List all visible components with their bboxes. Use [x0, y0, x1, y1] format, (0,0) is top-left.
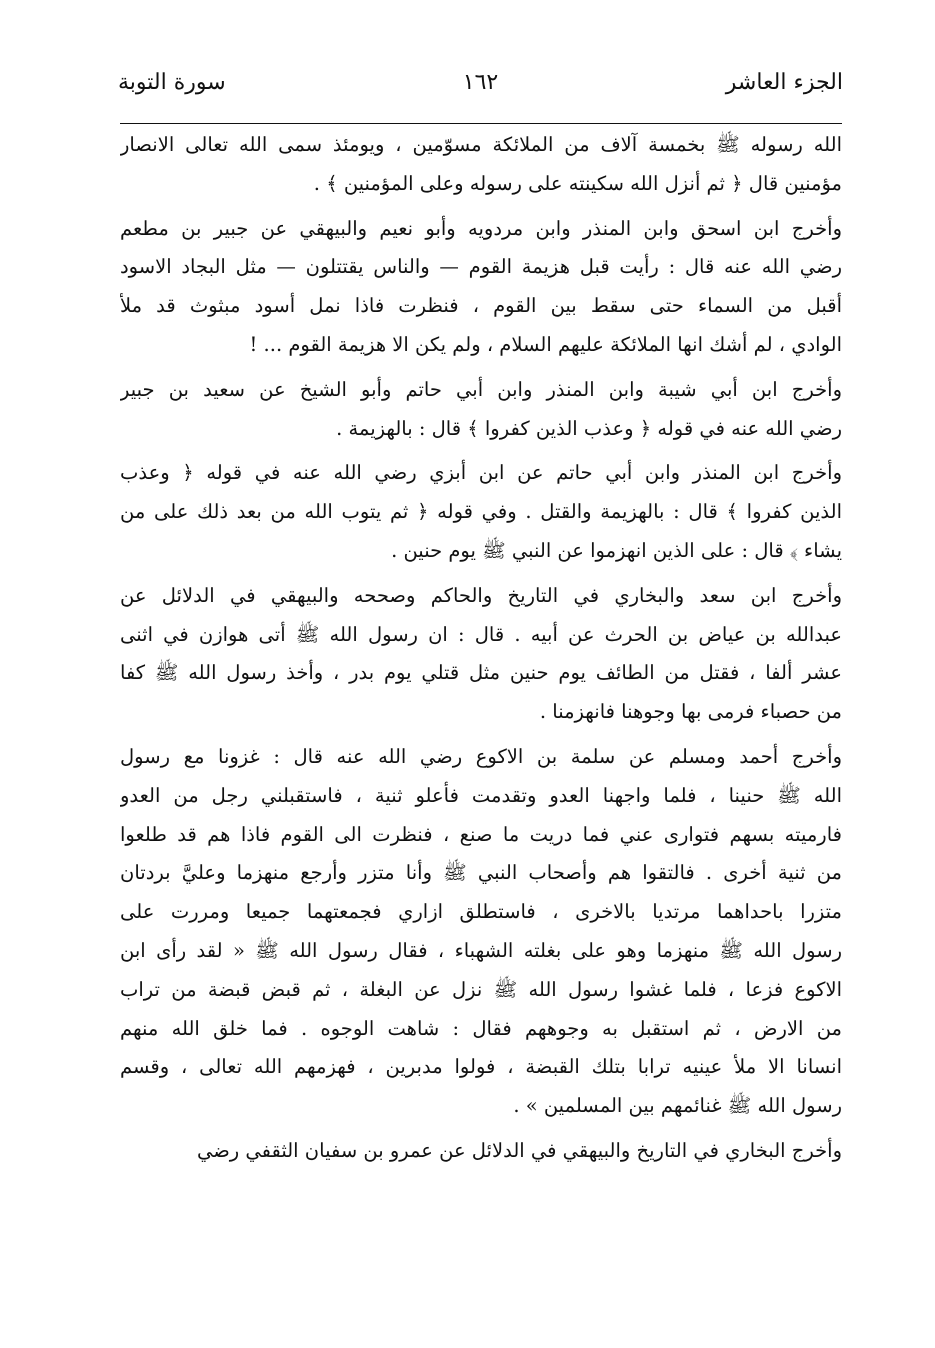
text-line: أقبل من السماء حتى سقط بين القوم ، فنظرت فاذا نمل أسود مبثوث قد ملأ — [120, 294, 842, 318]
text-line: الذين كفروا ﴾ قال : بالهزيمة والقتل . وفي قوله ﴿ ثم يتوب الله من بعد ذلك على من — [120, 500, 842, 524]
paragraph — [120, 126, 842, 204]
text-line: وأخرج ابن سعد والبخاري في التاريخ والحاكم وصححه والبيهقي في الدلائل عن — [120, 583, 842, 607]
text-line: الله ﷺ حنينا ، فلما واجهنا العدو وتقدمت فأعلو ثنية ، فاستقبلني رجل من العدو — [120, 783, 842, 807]
text-line: رسول الله ﷺ منهزما وهو على بغلته الشهباء ، فقال رسول الله ﷺ « لقد رأى ابن — [120, 938, 842, 962]
text-line: وأخرج أحمد ومسلم عن سلمة بن الاكوع رضي الله عنه قال : غزونا مع رسول — [120, 744, 842, 768]
text-line: الوادي ، لم أشك انها الملائكة عليهم السلام ، ولم يكن الا هزيمة القوم ... ! — [249, 332, 842, 356]
text-line: من حصباء فرمى بها وجوهنا فانهزمنا . — [539, 700, 842, 724]
text-line: من ثنية أخرى . فالتقوا هم وأصحاب النبي ﷺ وأنا متزر وأرجع منهزما وعليَّ بردتان — [120, 861, 842, 885]
header-rule — [120, 123, 842, 124]
surah-label: سورة التوبة — [118, 70, 226, 95]
page-body — [120, 126, 842, 1177]
text-line: رضي الله عنه في قوله ﴿ وعذب الذين كفروا ﴾ قال : بالهزيمة . — [336, 416, 842, 440]
text-line: رضي الله عنه قال : رأيت قبل هزيمة القوم — والناس يقتتلون — مثل البجاد الاسود — [120, 255, 842, 279]
text-line: مؤمنين قال ﴿ ثم أنزل الله سكينته على رسوله وعلى المؤمنين ﴾ . — [313, 171, 842, 195]
paragraph — [120, 371, 842, 449]
text-line: عشر ألفا ، فقتل من الطائف يوم حنين مثل قتلي يوم بدر ، وأخذ رسول الله ﷺ كفا — [120, 661, 842, 685]
paragraph — [120, 738, 842, 1126]
page-number: ١٦٢ — [462, 70, 499, 95]
text-line: رسول الله ﷺ غنائمهم بين المسلمين » . — [513, 1094, 842, 1118]
text-line: الاكوع فزعا ، فلما غشوا رسول الله ﷺ نزل عن البغلة ، ثم قبض قبضة من تراب — [120, 977, 842, 1001]
text-line: وأخرج ابن اسحق وابن المنذر وابن مردويه وأبو نعيم والبيهقي عن جبير بن مطعم — [120, 216, 842, 240]
text-line: الله رسوله ﷺ بخمسة آلاف من الملائكة مسوّمين ، ويومئذ سمى الله تعالى الانصار — [120, 133, 842, 156]
paragraph — [120, 454, 842, 570]
page-header — [118, 70, 843, 110]
paragraph — [120, 210, 842, 365]
text-line: وأخرج ابن أبي شيبة وابن المنذر وابن أبي حاتم وأبو الشيخ عن سعيد بن جبير — [120, 377, 842, 401]
paragraph — [120, 1132, 842, 1171]
text-line: فارميته بسهم فتوارى عني فما دريت ما صنع ، فنظرت الى القوم فاذا هم قد طلعوا — [120, 822, 842, 846]
paragraph — [120, 577, 842, 732]
text-line: متزرا باحداهما مرتديا بالاخرى ، فاستطلق ازاري فجمعتهما جميعا ومررت على — [120, 900, 842, 924]
text-line: وأخرج البخاري في التاريخ والبيهقي في الدلائل عن عمرو بن سفيان الثقفي رضي — [196, 1138, 842, 1162]
text-line: انسانا الا ملأ عينيه ترابا بتلك القبضة ، فولوا مدبرين ، فهزمهم الله تعالى ، وقسم — [120, 1055, 842, 1079]
text-line: من الارض ، ثم استقبل به وجوههم فقال : شاهت الوجوه . فما خلق الله منهم — [120, 1016, 842, 1040]
text-line: يشاء ﴾ قال : على الذين انهزموا عن النبي ﷺ يوم حنين . — [391, 538, 842, 562]
text-line: وأخرج ابن المنذر وابن أبي حاتم عن ابن أبزي رضي الله عنه في قوله ﴿ وعذب — [120, 461, 842, 485]
juz-label: الجزء العاشر — [725, 70, 843, 95]
text-line: عبدالله بن عياض بن الحرث عن أبيه . قال : ان رسول الله ﷺ أتى هوازن في اثنى — [120, 622, 842, 646]
